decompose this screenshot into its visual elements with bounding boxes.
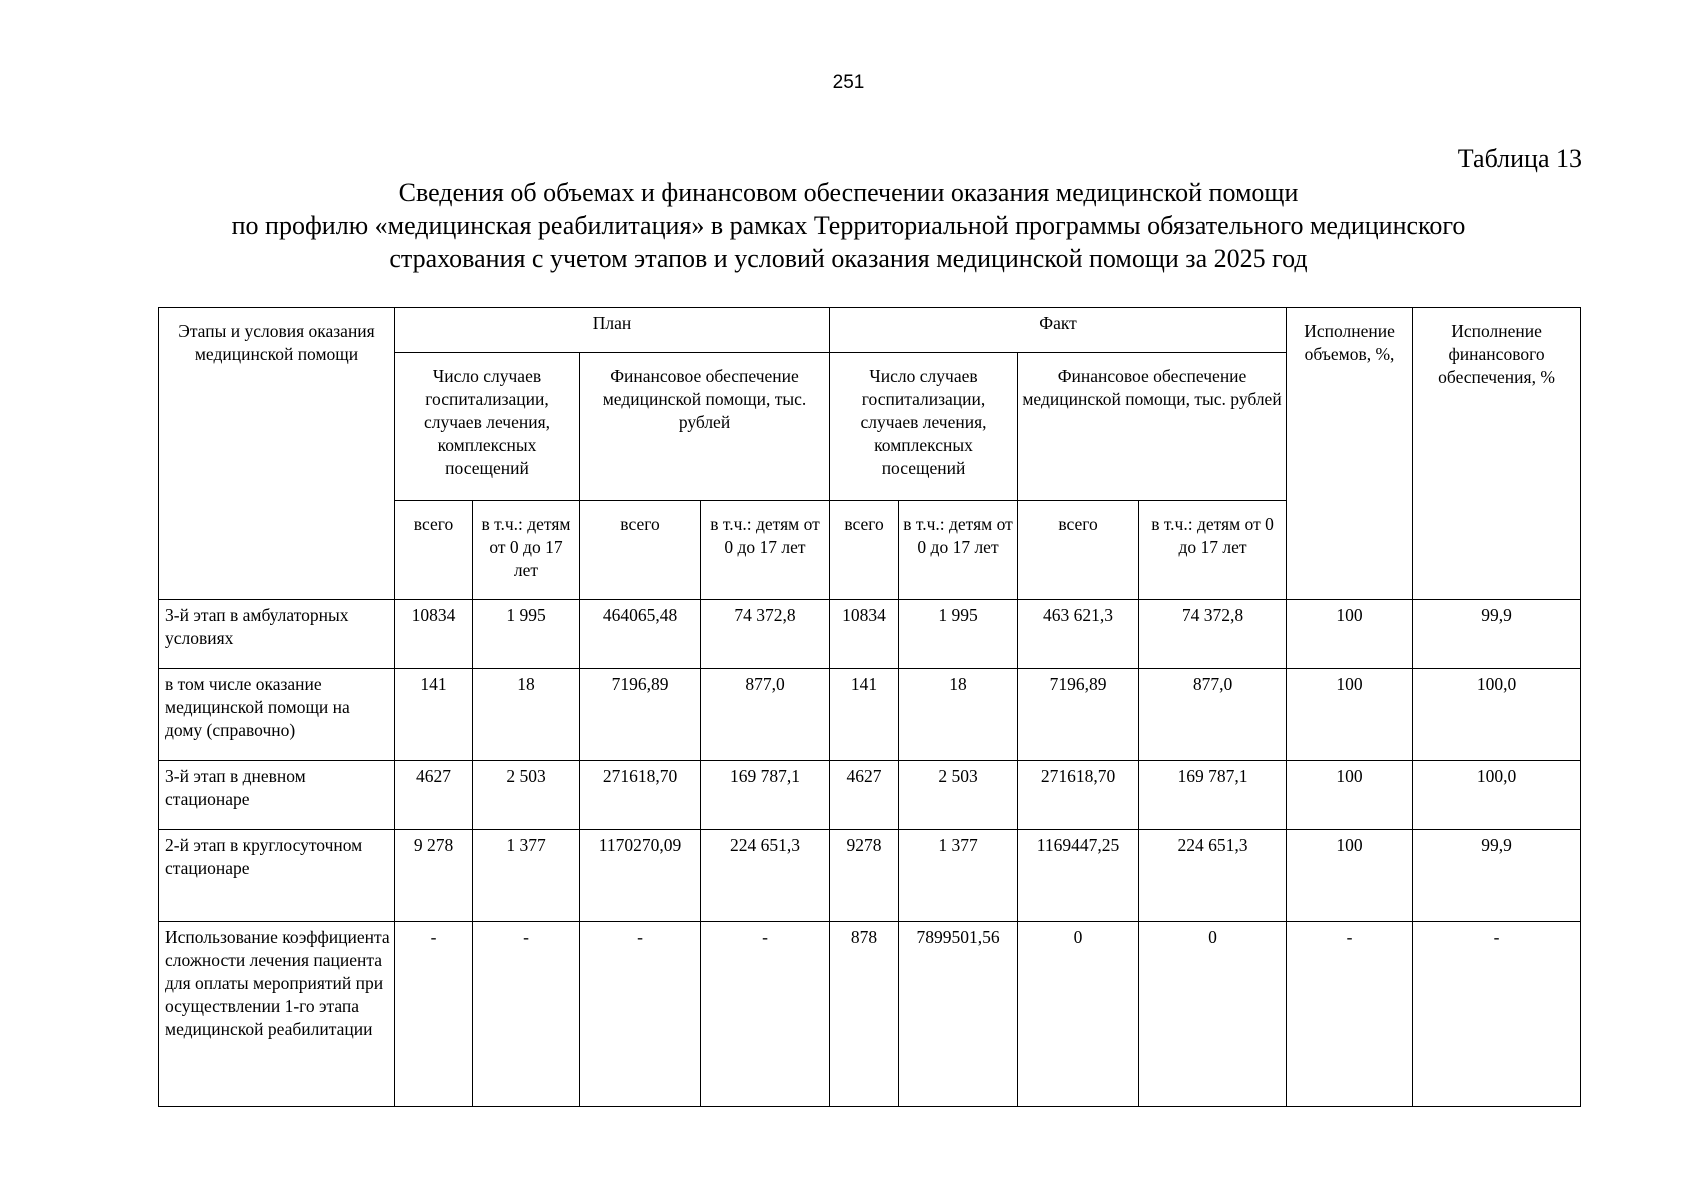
- cell: -: [473, 922, 580, 1107]
- cell: 1 377: [899, 830, 1018, 922]
- row-stage: 3-й этап в амбулаторных условиях: [159, 600, 395, 669]
- header-fact-cases: Число случаев госпитализации, случаев лечения, комплексных посещений: [830, 353, 1018, 501]
- header-stage: Этапы и условия оказания медицинской помощи: [159, 308, 395, 600]
- cell: 100: [1287, 669, 1413, 761]
- cell: 2 503: [899, 761, 1018, 830]
- cell: -: [701, 922, 830, 1107]
- medical-rehab-table: [158, 307, 1581, 1107]
- header-fact-finance: Финансовое обеспечение медицинской помощи, тыс. рублей: [1018, 353, 1287, 501]
- row-stage: в том числе оказание медицинской помощи на дому (справочно): [159, 669, 395, 761]
- cell: 18: [899, 669, 1018, 761]
- cell: 10834: [830, 600, 899, 669]
- cell: 224 651,3: [701, 830, 830, 922]
- cell: 877,0: [701, 669, 830, 761]
- cell: 1 995: [473, 600, 580, 669]
- header-plan-finance: Финансовое обеспечение медицинской помощи, тыс. рублей: [580, 353, 830, 501]
- cell: 224 651,3: [1139, 830, 1287, 922]
- cell: 100: [1287, 830, 1413, 922]
- table-label: Таблица 13: [1457, 144, 1582, 173]
- header-plan: План: [395, 308, 830, 353]
- table-row: [159, 830, 1581, 922]
- cell: 4627: [830, 761, 899, 830]
- header-fact-finance-children: в т.ч.: детям от 0 до 17 лет: [1139, 501, 1287, 600]
- cell: 100,0: [1413, 669, 1581, 761]
- cell: -: [1287, 922, 1413, 1107]
- header-finance-exec: Исполнение финансового обеспечения, %: [1413, 308, 1581, 600]
- header-plan-cases-total: всего: [395, 501, 473, 600]
- header-fact-cases-children: в т.ч.: детям от 0 до 17 лет: [899, 501, 1018, 600]
- row-stage: Использование коэффициента сложности лечения пациента для оплаты мероприятий при осуществлении 1-го этапа медицинской реабилитации: [159, 922, 395, 1107]
- cell: 100,0: [1413, 761, 1581, 830]
- cell: 7899501,56: [899, 922, 1018, 1107]
- cell: 4627: [395, 761, 473, 830]
- cell: 100: [1287, 600, 1413, 669]
- cell: 878: [830, 922, 899, 1107]
- cell: 18: [473, 669, 580, 761]
- page-number: 251: [832, 72, 865, 93]
- cell: 0: [1139, 922, 1287, 1107]
- cell: -: [1413, 922, 1581, 1107]
- cell: -: [580, 922, 701, 1107]
- document-title: [0, 176, 1697, 275]
- cell: 7196,89: [1018, 669, 1139, 761]
- cell: -: [395, 922, 473, 1107]
- cell: 2 503: [473, 761, 580, 830]
- table-row: [159, 600, 1581, 669]
- header-plan-cases: Число случаев госпитализации, случаев лечения, комплексных посещений: [395, 353, 580, 501]
- title-line: по профилю «медицинская реабилитация» в рамках Территориальной программы обязательного медицинского: [231, 211, 1466, 240]
- cell: 74 372,8: [701, 600, 830, 669]
- cell: 99,9: [1413, 600, 1581, 669]
- table-row: [159, 922, 1581, 1107]
- header-volume-exec: Исполнение объемов, %,: [1287, 308, 1413, 600]
- cell: 0: [1018, 922, 1139, 1107]
- row-stage: 3-й этап в дневном стационаре: [159, 761, 395, 830]
- table-row: [159, 761, 1581, 830]
- cell: 1170270,09: [580, 830, 701, 922]
- header-plan-finance-total: всего: [580, 501, 701, 600]
- table-row: [159, 669, 1581, 761]
- header-fact: Факт: [830, 308, 1287, 353]
- cell: 141: [830, 669, 899, 761]
- cell: 271618,70: [580, 761, 701, 830]
- cell: 1 995: [899, 600, 1018, 669]
- cell: 463 621,3: [1018, 600, 1139, 669]
- header-plan-finance-children: в т.ч.: детям от 0 до 17 лет: [701, 501, 830, 600]
- cell: 464065,48: [580, 600, 701, 669]
- title-line: страхования с учетом этапов и условий оказания медицинской помощи за 2025 год: [389, 244, 1308, 273]
- title-line: Сведения об объемах и финансовом обеспечении оказания медицинской помощи: [398, 178, 1299, 207]
- cell: 100: [1287, 761, 1413, 830]
- cell: 271618,70: [1018, 761, 1139, 830]
- cell: 141: [395, 669, 473, 761]
- cell: 10834: [395, 600, 473, 669]
- header-plan-cases-children: в т.ч.: детям от 0 до 17 лет: [473, 501, 580, 600]
- cell: 7196,89: [580, 669, 701, 761]
- cell: 1 377: [473, 830, 580, 922]
- header-fact-cases-total: всего: [830, 501, 899, 600]
- header-fact-finance-total: всего: [1018, 501, 1139, 600]
- cell: 1169447,25: [1018, 830, 1139, 922]
- cell: 9 278: [395, 830, 473, 922]
- cell: 169 787,1: [1139, 761, 1287, 830]
- cell: 99,9: [1413, 830, 1581, 922]
- row-stage: 2-й этап в круглосуточном стационаре: [159, 830, 395, 922]
- cell: 877,0: [1139, 669, 1287, 761]
- cell: 9278: [830, 830, 899, 922]
- cell: 74 372,8: [1139, 600, 1287, 669]
- cell: 169 787,1: [701, 761, 830, 830]
